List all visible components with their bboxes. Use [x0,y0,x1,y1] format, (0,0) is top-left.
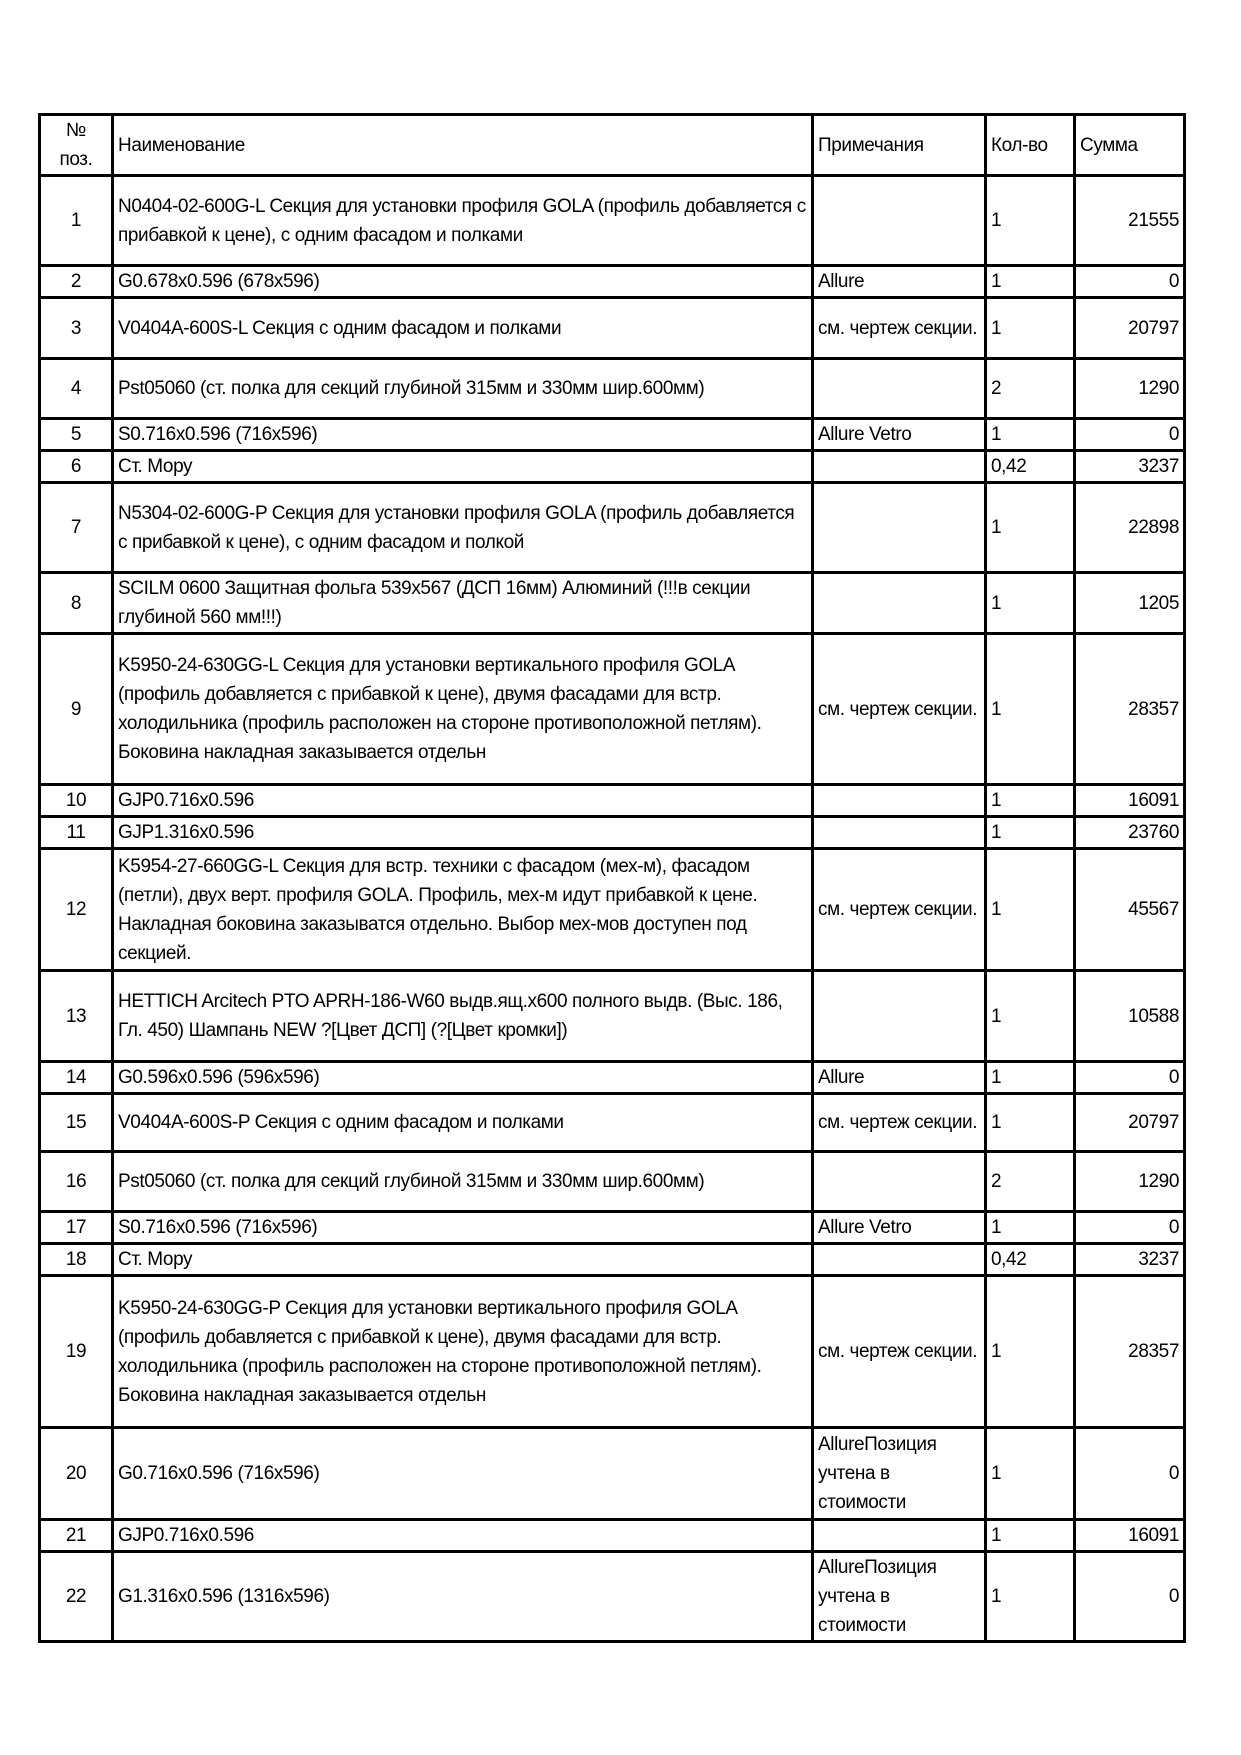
cell-sum: 0 [1075,1062,1185,1094]
cell-position-number: 10 [40,785,113,817]
cell-notes [813,176,986,266]
cell-quantity: 1 [986,785,1075,817]
cell-position-number: 16 [40,1152,113,1212]
cell-sum: 3237 [1075,1244,1185,1276]
header-position-number: № поз. [40,115,113,176]
table-row [40,1552,1185,1642]
cell-position-number: 8 [40,573,113,634]
table-row [40,1520,1185,1552]
cell-position-number: 11 [40,817,113,849]
table-row [40,634,1185,785]
table-row [40,849,1185,971]
cell-quantity: 1 [986,1428,1075,1520]
table-row [40,1094,1185,1152]
cell-sum: 1290 [1075,1152,1185,1212]
table-row [40,1152,1185,1212]
table-row [40,359,1185,419]
cell-sum: 23760 [1075,817,1185,849]
cell-quantity: 1 [986,1094,1075,1152]
cell-name: HETTICH Arcitech PTO APRH-186-W60 выдв.ящ.x600 полного выдв. (Выс. 186, Гл. 450) Шампань NEW ?[Цвет ДСП] (?[Цвет кромки]) [113,971,813,1062]
cell-position-number: 14 [40,1062,113,1094]
cell-position-number: 7 [40,483,113,573]
cell-sum: 0 [1075,266,1185,298]
cell-position-number: 21 [40,1520,113,1552]
header-sum: Сумма [1075,115,1185,176]
cell-sum: 0 [1075,1212,1185,1244]
cell-name: S0.716x0.596 (716x596) [113,1212,813,1244]
table-row [40,971,1185,1062]
cell-notes [813,483,986,573]
cell-notes: см. чертеж секции. [813,1094,986,1152]
cell-quantity: 2 [986,359,1075,419]
cell-notes [813,359,986,419]
table-row [40,785,1185,817]
cell-name: GJP1.316x0.596 [113,817,813,849]
cell-quantity: 1 [986,1212,1075,1244]
table-row [40,176,1185,266]
cell-position-number: 17 [40,1212,113,1244]
table-row [40,817,1185,849]
table-row [40,483,1185,573]
cell-quantity: 1 [986,483,1075,573]
header-notes: Примечания [813,115,986,176]
cell-sum: 20797 [1075,1094,1185,1152]
cell-name: V0404A-600S-L Секция с одним фасадом и полками [113,298,813,359]
cell-notes: AllureПозиция учтена в стоимости [813,1552,986,1642]
cell-position-number: 18 [40,1244,113,1276]
table-body [40,176,1185,1642]
cell-sum: 16091 [1075,1520,1185,1552]
cell-position-number: 5 [40,419,113,451]
cell-quantity: 1 [986,1276,1075,1428]
cell-position-number: 12 [40,849,113,971]
cell-name: GJP0.716x0.596 [113,785,813,817]
cell-quantity: 0,42 [986,451,1075,483]
cell-position-number: 9 [40,634,113,785]
cell-sum: 0 [1075,419,1185,451]
table-row [40,573,1185,634]
cell-quantity: 1 [986,298,1075,359]
cell-notes: см. чертеж секции. [813,634,986,785]
cell-notes: см. чертеж секции. [813,849,986,971]
cell-name: V0404A-600S-P Секция с одним фасадом и полками [113,1094,813,1152]
cell-name: G1.316x0.596 (1316x596) [113,1552,813,1642]
cell-name: K5950-24-630GG-L Секция для установки вертикального профиля GOLA (профиль добавляется с прибавкой к цене), двумя фасадами для встр. холодильника (профиль расположен на стороне противоположной петлям). Боковина накладная заказывается отдельн [113,634,813,785]
cell-position-number: 1 [40,176,113,266]
cell-sum: 20797 [1075,298,1185,359]
cell-name: G0.678x0.596 (678x596) [113,266,813,298]
cell-sum: 45567 [1075,849,1185,971]
cell-position-number: 22 [40,1552,113,1642]
cell-name: Ст. Мору [113,451,813,483]
cell-quantity: 1 [986,1520,1075,1552]
cell-notes [813,1152,986,1212]
table-row [40,451,1185,483]
cell-sum: 28357 [1075,1276,1185,1428]
cell-sum: 28357 [1075,634,1185,785]
cell-position-number: 13 [40,971,113,1062]
cell-quantity: 1 [986,266,1075,298]
table-header-row [40,115,1185,176]
cell-position-number: 20 [40,1428,113,1520]
cell-sum: 1290 [1075,359,1185,419]
table-row [40,1244,1185,1276]
cell-notes [813,1520,986,1552]
cell-name: K5950-24-630GG-P Секция для установки вертикального профиля GOLA (профиль добавляется с прибавкой к цене), двумя фасадами для встр. холодильника (профиль расположен на стороне противоположной петлям). Боковина накладная заказывается отдельн [113,1276,813,1428]
cell-quantity: 1 [986,849,1075,971]
cell-name: Ст. Мору [113,1244,813,1276]
cell-name: S0.716x0.596 (716x596) [113,419,813,451]
cell-sum: 0 [1075,1428,1185,1520]
cell-sum: 22898 [1075,483,1185,573]
cell-position-number: 4 [40,359,113,419]
table-row [40,1062,1185,1094]
cell-quantity: 0,42 [986,1244,1075,1276]
cell-notes: Allure [813,1062,986,1094]
table-row [40,419,1185,451]
cell-sum: 3237 [1075,451,1185,483]
cell-notes [813,451,986,483]
cell-notes [813,817,986,849]
cell-notes: Allure Vetro [813,1212,986,1244]
cell-sum: 0 [1075,1552,1185,1642]
cell-notes [813,573,986,634]
cell-quantity: 1 [986,176,1075,266]
cell-quantity: 1 [986,971,1075,1062]
cell-notes: Allure [813,266,986,298]
specification-table [38,113,1186,1643]
cell-sum: 1205 [1075,573,1185,634]
cell-quantity: 1 [986,573,1075,634]
cell-name: GJP0.716x0.596 [113,1520,813,1552]
cell-position-number: 3 [40,298,113,359]
header-quantity: Кол-во [986,115,1075,176]
cell-name: G0.716x0.596 (716x596) [113,1428,813,1520]
cell-name: K5954-27-660GG-L Секция для встр. техники с фасадом (мех-м), фасадом (петли), двух верт. профиля GOLA. Профиль, мех-м идут прибавкой к цене. Накладная боковина заказыватся отдельно. Выбор мех-мов доступен под секцией. [113,849,813,971]
table-row [40,1276,1185,1428]
header-name: Наименование [113,115,813,176]
cell-position-number: 19 [40,1276,113,1428]
cell-notes [813,971,986,1062]
cell-position-number: 15 [40,1094,113,1152]
table-row [40,1428,1185,1520]
table-row [40,1212,1185,1244]
cell-quantity: 1 [986,419,1075,451]
cell-notes: Allure Vetro [813,419,986,451]
cell-name: N5304-02-600G-P Секция для установки профиля GOLA (профиль добавляется с прибавкой к цене), с одним фасадом и полкой [113,483,813,573]
cell-name: Pst05060 (ст. полка для секций глубиной 315мм и 330мм шир.600мм) [113,359,813,419]
cell-quantity: 1 [986,634,1075,785]
cell-notes [813,1244,986,1276]
cell-sum: 16091 [1075,785,1185,817]
cell-notes: см. чертеж секции. [813,1276,986,1428]
cell-notes: см. чертеж секции. [813,298,986,359]
cell-quantity: 1 [986,817,1075,849]
table-row [40,298,1185,359]
cell-position-number: 2 [40,266,113,298]
cell-quantity: 1 [986,1552,1075,1642]
cell-name: SCILM 0600 Защитная фольга 539x567 (ДСП 16мм) Алюминий (!!!в секции глубиной 560 мм!!!) [113,573,813,634]
table-row [40,266,1185,298]
cell-quantity: 2 [986,1152,1075,1212]
cell-name: Pst05060 (ст. полка для секций глубиной 315мм и 330мм шир.600мм) [113,1152,813,1212]
cell-name: N0404-02-600G-L Секция для установки профиля GOLA (профиль добавляется с прибавкой к цене), с одним фасадом и полками [113,176,813,266]
cell-position-number: 6 [40,451,113,483]
cell-notes: AllureПозиция учтена в стоимости [813,1428,986,1520]
cell-notes [813,785,986,817]
cell-sum: 10588 [1075,971,1185,1062]
cell-name: G0.596x0.596 (596x596) [113,1062,813,1094]
cell-sum: 21555 [1075,176,1185,266]
cell-quantity: 1 [986,1062,1075,1094]
